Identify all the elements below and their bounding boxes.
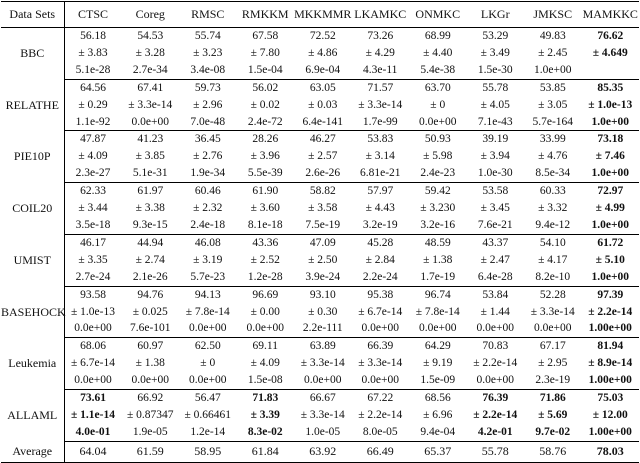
average-value: 63.92	[294, 441, 352, 462]
std-value: ± 4.40	[423, 46, 453, 59]
mean-value: 39.19	[482, 133, 509, 146]
table-row	[1, 390, 639, 407]
mean-value: 68.56	[424, 392, 451, 405]
mean-value: 72.97	[597, 185, 624, 198]
mean-value: 53.29	[482, 30, 509, 42]
table-row	[1, 407, 639, 424]
p-value: 7.6e-21	[467, 217, 525, 234]
header-data-sets: Data Sets	[1, 2, 64, 28]
mean-value: 73.61	[80, 392, 106, 405]
std-value: ± 2.2e-14	[588, 305, 633, 318]
table-row	[1, 200, 639, 217]
dataset-name: BASEHOCK	[1, 286, 64, 338]
std-value: ± 2.50	[308, 253, 338, 266]
std-value: ± 3.96	[250, 150, 280, 163]
p-value: 1.00e+00	[582, 424, 640, 441]
table-row	[1, 97, 639, 114]
std-value: ± 0.02	[250, 98, 280, 111]
mean-value: 46.27	[309, 133, 336, 146]
mean-value: 71.57	[367, 81, 394, 94]
mean-value: 53.83	[367, 133, 394, 146]
p-value: 5.1e-28	[64, 62, 122, 79]
mean-value: 64.56	[80, 81, 106, 94]
std-value: ± 3.49	[480, 46, 510, 59]
dataset-name: RELATHE	[1, 79, 64, 131]
p-value: 3.5e-18	[64, 217, 122, 234]
p-value: 0.0e+00	[122, 372, 180, 389]
p-value: 1.0e-05	[294, 424, 352, 441]
std-value: ± 2.96	[193, 98, 223, 111]
average-value: 66.49	[352, 441, 410, 462]
mean-value: 63.05	[309, 81, 336, 94]
mean-value: 76.39	[482, 392, 509, 405]
mean-value: 58.82	[309, 185, 336, 198]
std-value: ± 4.76	[538, 150, 568, 163]
table-row	[1, 355, 639, 372]
average-value: 61.84	[237, 441, 295, 462]
p-value: 0.0e+00	[409, 114, 467, 131]
dataset-name: ALLAML	[1, 390, 64, 442]
std-value: ± 0	[430, 98, 446, 111]
p-value: 2.7e-34	[122, 62, 180, 79]
std-value: ± 1.38	[423, 253, 453, 266]
header-onmkc: ONMKC	[409, 2, 467, 28]
p-value: 7.5e-19	[294, 217, 352, 234]
table-row	[1, 79, 639, 96]
mean-value: 73.26	[367, 30, 394, 42]
mean-value: 62.50	[194, 340, 221, 353]
std-value: ± 2.2e-14	[473, 357, 518, 370]
std-value: ± 1.0e-13	[588, 98, 633, 111]
p-value: 8.5e-34	[524, 165, 582, 182]
p-value: 2.4e-23	[409, 165, 467, 182]
std-value: ± 3.38	[135, 202, 165, 215]
table-row	[1, 424, 639, 441]
mean-value: 85.35	[597, 81, 624, 94]
p-value: 1.9e-34	[179, 165, 237, 182]
table-row	[1, 286, 639, 303]
mean-value: 72.52	[309, 30, 336, 42]
std-value: ± 4.86	[308, 46, 338, 59]
p-value: 7.6e-101	[122, 320, 180, 337]
mean-value: 61.97	[137, 185, 164, 198]
table-row	[1, 252, 639, 269]
mean-value: 49.83	[539, 30, 566, 42]
std-value: ± 7.8e-14	[185, 305, 230, 318]
std-value: ± 9.19	[423, 357, 453, 370]
p-value: 2.6e-26	[294, 165, 352, 182]
table-row	[1, 234, 639, 251]
p-value: 1.0e+00	[582, 217, 640, 234]
p-value: 1.2e-14	[179, 424, 237, 441]
table-body	[1, 28, 639, 463]
table-row	[1, 114, 639, 131]
std-value: ± 12.00	[592, 408, 628, 421]
std-value: ± 3.3e-14	[358, 357, 403, 370]
std-value: ± 0.03	[308, 98, 338, 111]
header-row	[1, 2, 639, 28]
header-lkgr: LKGr	[467, 2, 525, 28]
table-row	[1, 28, 639, 45]
mean-value: 67.17	[539, 340, 566, 353]
mean-value: 61.72	[597, 236, 624, 249]
p-value: 2.3e-19	[524, 372, 582, 389]
mean-value: 55.74	[194, 30, 221, 42]
p-value: 2.2e-111	[294, 320, 352, 337]
mean-value: 36.45	[194, 133, 221, 146]
std-value: ± 0.29	[78, 98, 108, 111]
p-value: 0.0e+00	[467, 320, 525, 337]
mean-value: 63.89	[309, 340, 336, 353]
mean-value: 41.23	[137, 133, 164, 146]
table-row	[1, 304, 639, 321]
mean-value: 56.18	[80, 30, 106, 42]
p-value: 7.0e-48	[179, 114, 237, 131]
average-value: 55.78	[467, 441, 525, 462]
std-value: ± 3.3e-14	[358, 98, 403, 111]
table-row	[1, 183, 639, 200]
p-value: 0.0e+00	[409, 320, 467, 337]
std-value: ± 8.9e-14	[588, 357, 633, 370]
mean-value: 67.41	[137, 81, 164, 94]
std-value: ± 3.39	[250, 408, 280, 421]
p-value: 5.7e-164	[524, 114, 582, 131]
p-value: 0.0e+00	[64, 372, 122, 389]
p-value: 1.0e+00	[582, 269, 640, 286]
std-value: ± 3.44	[78, 202, 108, 215]
mean-value: 43.37	[482, 236, 509, 249]
mean-value: 68.99	[424, 30, 451, 42]
header-lkamkc: LKAMKC	[352, 2, 410, 28]
table-row	[1, 320, 639, 337]
p-value: 0.0e+00	[352, 372, 410, 389]
std-value: ± 6.7e-14	[358, 305, 403, 318]
table-row	[1, 372, 639, 389]
std-value: ± 4.09	[78, 150, 108, 163]
results-table	[1, 1, 639, 463]
header-mamkkc: MAMKKC	[582, 2, 640, 28]
mean-value: 55.78	[482, 81, 509, 94]
p-value: 0.0e+00	[179, 372, 237, 389]
std-value: ± 7.8e-14	[415, 305, 460, 318]
std-value: ± 4.05	[480, 98, 510, 111]
mean-value: 73.18	[597, 133, 624, 146]
table-row	[1, 131, 639, 148]
p-value: 8.2e-10	[524, 269, 582, 286]
p-value: 3.4e-08	[179, 62, 237, 79]
mean-value: 28.26	[252, 133, 279, 146]
mean-value: 96.69	[252, 288, 279, 301]
dataset-name: COIL20	[1, 183, 64, 235]
mean-value: 70.83	[482, 340, 509, 353]
header-jmksc: JMKSC	[524, 2, 582, 28]
std-value: ± 3.83	[78, 46, 108, 59]
mean-value: 67.58	[252, 30, 279, 42]
std-value: ± 2.74	[135, 253, 165, 266]
p-value: 1.1e-92	[64, 114, 122, 131]
std-value: ± 0.00	[250, 305, 280, 318]
header-coreg: Coreg	[122, 2, 180, 28]
p-value: 4.2e-01	[467, 424, 525, 441]
dataset-name: PIE10P	[1, 131, 64, 183]
std-value: ± 3.45	[480, 202, 510, 215]
std-value: ± 5.10	[595, 253, 625, 266]
p-value: 0.0e+00	[64, 320, 122, 337]
p-value: 9.4e-04	[409, 424, 467, 441]
average-value: 58.76	[524, 441, 582, 462]
p-value: 6.81e-21	[352, 165, 410, 182]
std-value: ± 5.98	[423, 150, 453, 163]
std-value: ± 7.46	[595, 150, 625, 163]
header-rmkkm: RMKKM	[237, 2, 295, 28]
std-value: ± 2.52	[250, 253, 280, 266]
std-value: ± 3.3e-14	[300, 408, 345, 421]
mean-value: 48.59	[424, 236, 451, 249]
mean-value: 47.09	[309, 236, 336, 249]
std-value: ± 0.87347	[126, 408, 174, 421]
p-value: 5.7e-23	[179, 269, 237, 286]
mean-value: 94.13	[194, 288, 221, 301]
p-value: 1.5e-04	[237, 62, 295, 79]
p-value: 1.0e-30	[467, 165, 525, 182]
std-value: ± 2.47	[480, 253, 510, 266]
p-value: 8.1e-18	[237, 217, 295, 234]
std-value: ± 3.94	[480, 150, 510, 163]
p-value: 8.0e-05	[352, 424, 410, 441]
average-value: 64.04	[64, 441, 122, 462]
std-value: ± 7.80	[250, 46, 280, 59]
average-value: 78.03	[582, 441, 640, 462]
std-value: ± 3.32	[538, 202, 568, 215]
p-value: 1.2e-28	[237, 269, 295, 286]
mean-value: 97.39	[597, 288, 624, 301]
std-value: ± 3.19	[193, 253, 223, 266]
p-value: 5.4e-38	[409, 62, 467, 79]
dataset-name: BBC	[1, 28, 64, 80]
mean-value: 53.84	[482, 288, 509, 301]
p-value: 4.3e-11	[352, 62, 410, 79]
mean-value: 64.29	[424, 340, 451, 353]
std-value: ± 1.0e-13	[71, 305, 115, 318]
mean-value: 66.67	[309, 392, 336, 405]
p-value: 2.7e-24	[64, 269, 122, 286]
p-value: 6.9e-04	[294, 62, 352, 79]
p-value: 8.3e-02	[237, 424, 295, 441]
mean-value: 50.93	[424, 133, 451, 146]
std-value: ± 6.96	[423, 408, 453, 421]
p-value: 0.0e+00	[352, 320, 410, 337]
mean-value: 46.08	[194, 236, 221, 249]
std-value: ± 3.3e-14	[300, 357, 345, 370]
table-row	[1, 165, 639, 182]
p-value: 2.1e-26	[122, 269, 180, 286]
average-value: 58.95	[179, 441, 237, 462]
std-value: ± 2.2e-14	[358, 408, 403, 421]
std-value: ± 2.57	[308, 150, 338, 163]
std-value: ± 1.38	[135, 357, 165, 370]
table-row	[1, 217, 639, 234]
header-mkkmmr: MKKMMR	[294, 2, 352, 28]
p-value: 4.0e-01	[64, 424, 122, 441]
std-value: ± 2.84	[365, 253, 395, 266]
std-value: ± 2.32	[193, 202, 223, 215]
p-value: 6.4e-28	[467, 269, 525, 286]
mean-value: 62.33	[80, 185, 106, 198]
p-value: 3.9e-24	[294, 269, 352, 286]
mean-value: 67.22	[367, 392, 394, 405]
p-value: 1.00e+00	[582, 320, 640, 337]
mean-value: 68.06	[80, 340, 106, 353]
p-value: 7.1e-43	[467, 114, 525, 131]
mean-value: 52.28	[539, 288, 566, 301]
std-value: ± 2.45	[538, 46, 568, 59]
mean-value: 94.76	[137, 288, 164, 301]
mean-value: 45.28	[367, 236, 394, 249]
std-value: ± 3.3e-14	[128, 98, 173, 111]
average-label: Average	[1, 441, 64, 462]
results-table-container	[1, 1, 639, 463]
header-rmsc: RMSC	[179, 2, 237, 28]
std-value: ± 0	[200, 357, 216, 370]
std-value: ± 1.44	[480, 305, 510, 318]
table-row	[1, 338, 639, 355]
p-value: 2.4e-18	[179, 217, 237, 234]
p-value: 1.7e-99	[352, 114, 410, 131]
mean-value: 59.42	[424, 185, 451, 198]
std-value: ± 3.28	[135, 46, 165, 59]
mean-value: 33.99	[539, 133, 566, 146]
mean-value: 43.36	[252, 236, 279, 249]
p-value: 2.3e-27	[64, 165, 122, 182]
p-value: 3.2e-16	[409, 217, 467, 234]
mean-value: 53.85	[539, 81, 566, 94]
mean-value: 93.10	[309, 288, 336, 301]
std-value: ± 3.35	[78, 253, 108, 266]
mean-value: 75.03	[597, 392, 624, 405]
mean-value: 54.53	[137, 30, 164, 42]
std-value: ± 3.60	[250, 202, 280, 215]
std-value: ± 2.76	[193, 150, 223, 163]
p-value: 1.9e-05	[122, 424, 180, 441]
mean-value: 95.38	[367, 288, 394, 301]
std-value: ± 4.09	[250, 357, 280, 370]
mean-value: 53.58	[482, 185, 509, 198]
p-value: 9.7e-02	[524, 424, 582, 441]
p-value: 1.5e-09	[409, 372, 467, 389]
average-value: 65.37	[409, 441, 467, 462]
mean-value: 60.46	[194, 185, 221, 198]
table-row	[1, 62, 639, 79]
std-value: ± 3.58	[308, 202, 338, 215]
std-value: ± 4.43	[365, 202, 395, 215]
mean-value: 56.47	[194, 392, 221, 405]
mean-value: 60.33	[539, 185, 566, 198]
mean-value: 93.58	[80, 288, 106, 301]
p-value: 0.0e+00	[294, 372, 352, 389]
p-value: 1.00e+00	[582, 372, 640, 389]
mean-value: 81.94	[597, 340, 624, 353]
std-value: ± 6.7e-14	[71, 357, 115, 370]
std-value: ± 0.66461	[184, 408, 232, 421]
mean-value: 57.97	[367, 185, 394, 198]
table-row	[1, 45, 639, 62]
p-value: 0.0e+00	[122, 114, 180, 131]
mean-value: 76.62	[597, 30, 624, 42]
p-value: 6.4e-141	[294, 114, 352, 131]
p-value: 1.0e+00	[582, 165, 640, 182]
table-row	[1, 269, 639, 286]
std-value: ± 0.025	[132, 305, 168, 318]
p-value: 9.3e-15	[122, 217, 180, 234]
p-value: 0.0e+00	[179, 320, 237, 337]
p-value: 0.0e+00	[524, 320, 582, 337]
mean-value: 47.87	[80, 133, 106, 146]
std-value: ± 4.649	[592, 46, 628, 59]
p-value: 2.2e-24	[352, 269, 410, 286]
p-value: 2.4e-72	[237, 114, 295, 131]
mean-value: 44.94	[137, 236, 164, 249]
p-value: 1.0e+00	[524, 62, 582, 79]
mean-value: 71.86	[539, 392, 566, 405]
std-value: ± 1.1e-14	[71, 408, 115, 421]
std-value: ± 4.29	[365, 46, 395, 59]
dataset-name: UMIST	[1, 234, 64, 286]
std-value: ± 3.14	[365, 150, 395, 163]
mean-value: 96.74	[424, 288, 451, 301]
average-row	[1, 441, 639, 462]
mean-value: 56.02	[252, 81, 279, 94]
mean-value: 71.83	[252, 392, 279, 405]
p-value: 1.0e+00	[582, 114, 640, 131]
std-value: ± 2.95	[538, 357, 568, 370]
std-value: ± 3.23	[193, 46, 223, 59]
mean-value: 66.39	[367, 340, 394, 353]
p-value: 5.1e-31	[122, 165, 180, 182]
std-value: ± 2.2e-14	[473, 408, 518, 421]
std-value: ± 4.17	[538, 253, 568, 266]
p-value: 1.7e-19	[409, 269, 467, 286]
mean-value: 46.17	[80, 236, 106, 249]
std-value: ± 0.30	[308, 305, 338, 318]
std-value: ± 3.85	[135, 150, 165, 163]
average-value: 61.59	[122, 441, 180, 462]
mean-value: 69.11	[252, 340, 278, 353]
mean-value: 54.10	[539, 236, 566, 249]
mean-value: 66.92	[137, 392, 164, 405]
mean-value: 59.73	[194, 81, 221, 94]
dataset-name: Leukemia	[1, 338, 64, 390]
p-value: 5.5e-39	[237, 165, 295, 182]
p-value: 0.0e+00	[237, 320, 295, 337]
mean-value: 63.70	[424, 81, 451, 94]
std-value: ± 3.230	[420, 202, 456, 215]
p-value	[582, 62, 640, 79]
p-value: 1.5e-08	[237, 372, 295, 389]
p-value: 9.4e-12	[524, 217, 582, 234]
p-value: 0.0e+00	[467, 372, 525, 389]
mean-value: 61.90	[252, 185, 279, 198]
p-value: 1.5e-30	[467, 62, 525, 79]
std-value: ± 3.3e-14	[530, 305, 575, 318]
p-value: 3.2e-19	[352, 217, 410, 234]
mean-value: 60.97	[137, 340, 164, 353]
std-value: ± 5.69	[538, 408, 568, 421]
table-row	[1, 148, 639, 165]
header-ctsc: CTSC	[64, 2, 122, 28]
std-value: ± 3.05	[538, 98, 568, 111]
std-value: ± 4.99	[595, 202, 625, 215]
